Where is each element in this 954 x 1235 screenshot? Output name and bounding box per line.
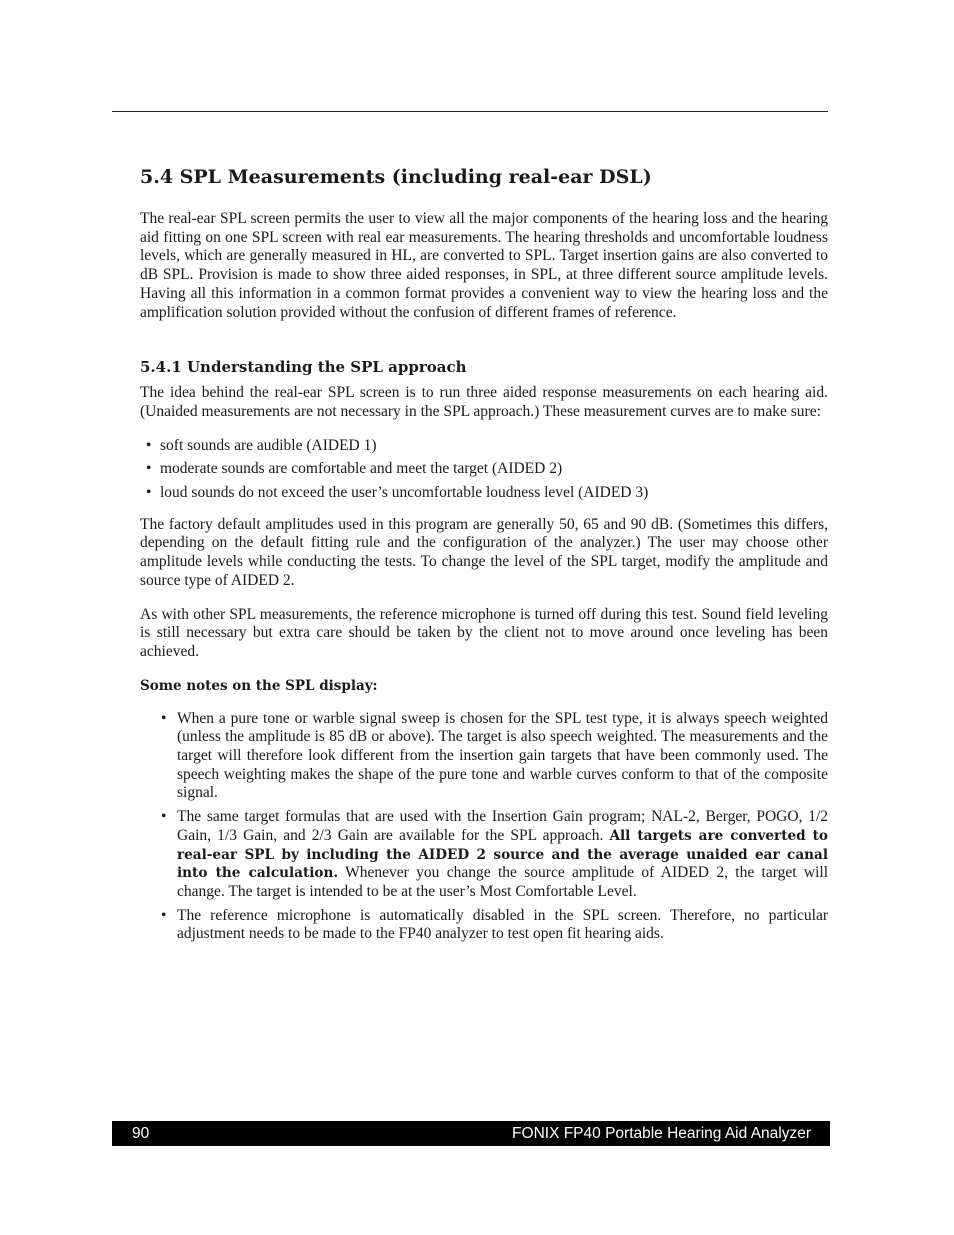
bullet-glyph: •	[146, 460, 152, 478]
bullet-glyph: •	[161, 906, 167, 924]
list-item: • loud sounds do not exceed the user’s uncomfortable loudness level (AIDED 3)	[146, 484, 649, 502]
list-item: • The reference microphone is automatically disabled in the SPL screen. Therefore, no particular adjustment needs to be made to the FP40 analyzer to test open fit hearing aids.	[161, 906, 828, 943]
bullet-glyph: •	[146, 484, 152, 502]
header-rule	[112, 111, 828, 112]
spl-notes-list	[140, 710, 828, 944]
list-item: • soft sounds are audible (AIDED 1)	[146, 436, 377, 454]
list-item: • moderate sounds are comfortable and meet the target (AIDED 2)	[146, 460, 563, 478]
section-heading: 5.4 SPL Measurements (including real-ear DSL)	[140, 166, 652, 188]
measurement-goals-list	[140, 437, 828, 503]
bullet-glyph: •	[161, 709, 167, 727]
factory-defaults-paragraph: The factory default amplitudes used in this program are generally 50, 65 and 90 dB. (Sometimes this differs, depending on the default fitting rule and the configuration of the analyzer.) The user may choose other amplitude levels while conducting the tests. To change the level of the SPL target, modify the amplitude and source type of AIDED 2.	[140, 515, 828, 589]
page-body	[140, 163, 828, 949]
emphasis-text: All targets are converted to real-ear SPL by including the AIDED 2 source and the average unaided ear canal into the calculation.	[177, 827, 828, 882]
page-footer	[112, 1121, 830, 1146]
list-item: • When a pure tone or warble signal sweep is chosen for the SPL test type, it is always speech weighted (unless the amplitude is 85 dB or above). The target is also speech weighted. The measurements and the target will therefore look different from the insertion gain targets that have been commonly used. The speech weighting makes the shape of the pure tone and warble curves conform to that of the composite signal.	[161, 709, 828, 802]
subsection-heading: 5.4.1 Understanding the SPL approach	[140, 358, 467, 377]
idea-paragraph: The idea behind the real-ear SPL screen is to run three aided response measurements on each hearing aid. (Unaided measurements are not necessary in the SPL approach.) These measurement curves are to make sure:	[140, 384, 828, 420]
page-number: 90	[132, 1125, 150, 1142]
bullet-glyph: •	[146, 436, 152, 454]
bullet-glyph: •	[161, 808, 167, 826]
reference-mic-paragraph: As with other SPL measurements, the reference microphone is turned off during this test. Sound field leveling is still necessary but extra care should be taken by the client not to move around once leveling has been achieved.	[140, 605, 828, 660]
list-item: • The same target formulas that are used with the Insertion Gain program; NAL-2, Berger, POGO, 1/2 Gain, 1/3 Gain, and 2/3 Gain are available for the SPL approach. All targets are converted to real-ear SPL by including the AIDED 2 source and the average unaided ear canal into the calculation. Whenever you change the source amplitude of AIDED 2, the target will change. The target is intended to be at the user’s Most Comfortable Level.	[161, 808, 828, 900]
footer-title: FONIX FP40 Portable Hearing Aid Analyzer	[512, 1125, 811, 1142]
intro-paragraph: The real-ear SPL screen permits the user to view all the major components of the hearing loss and the hearing aid fitting on one SPL screen with real ear measurements. The hearing thresholds and uncomfortable loudness levels, which are generally measured in HL, are converted to SPL. Target insertion gains are also converted to dB SPL. Provision is made to show three aided responses, in SPL, at three different source amplitude levels. Having all this information in a common format provides a convenient way to view the hearing loss and the amplification solution provided without the confusion of different frames of reference.	[140, 210, 828, 321]
notes-heading: Some notes on the SPL display:	[140, 677, 378, 694]
